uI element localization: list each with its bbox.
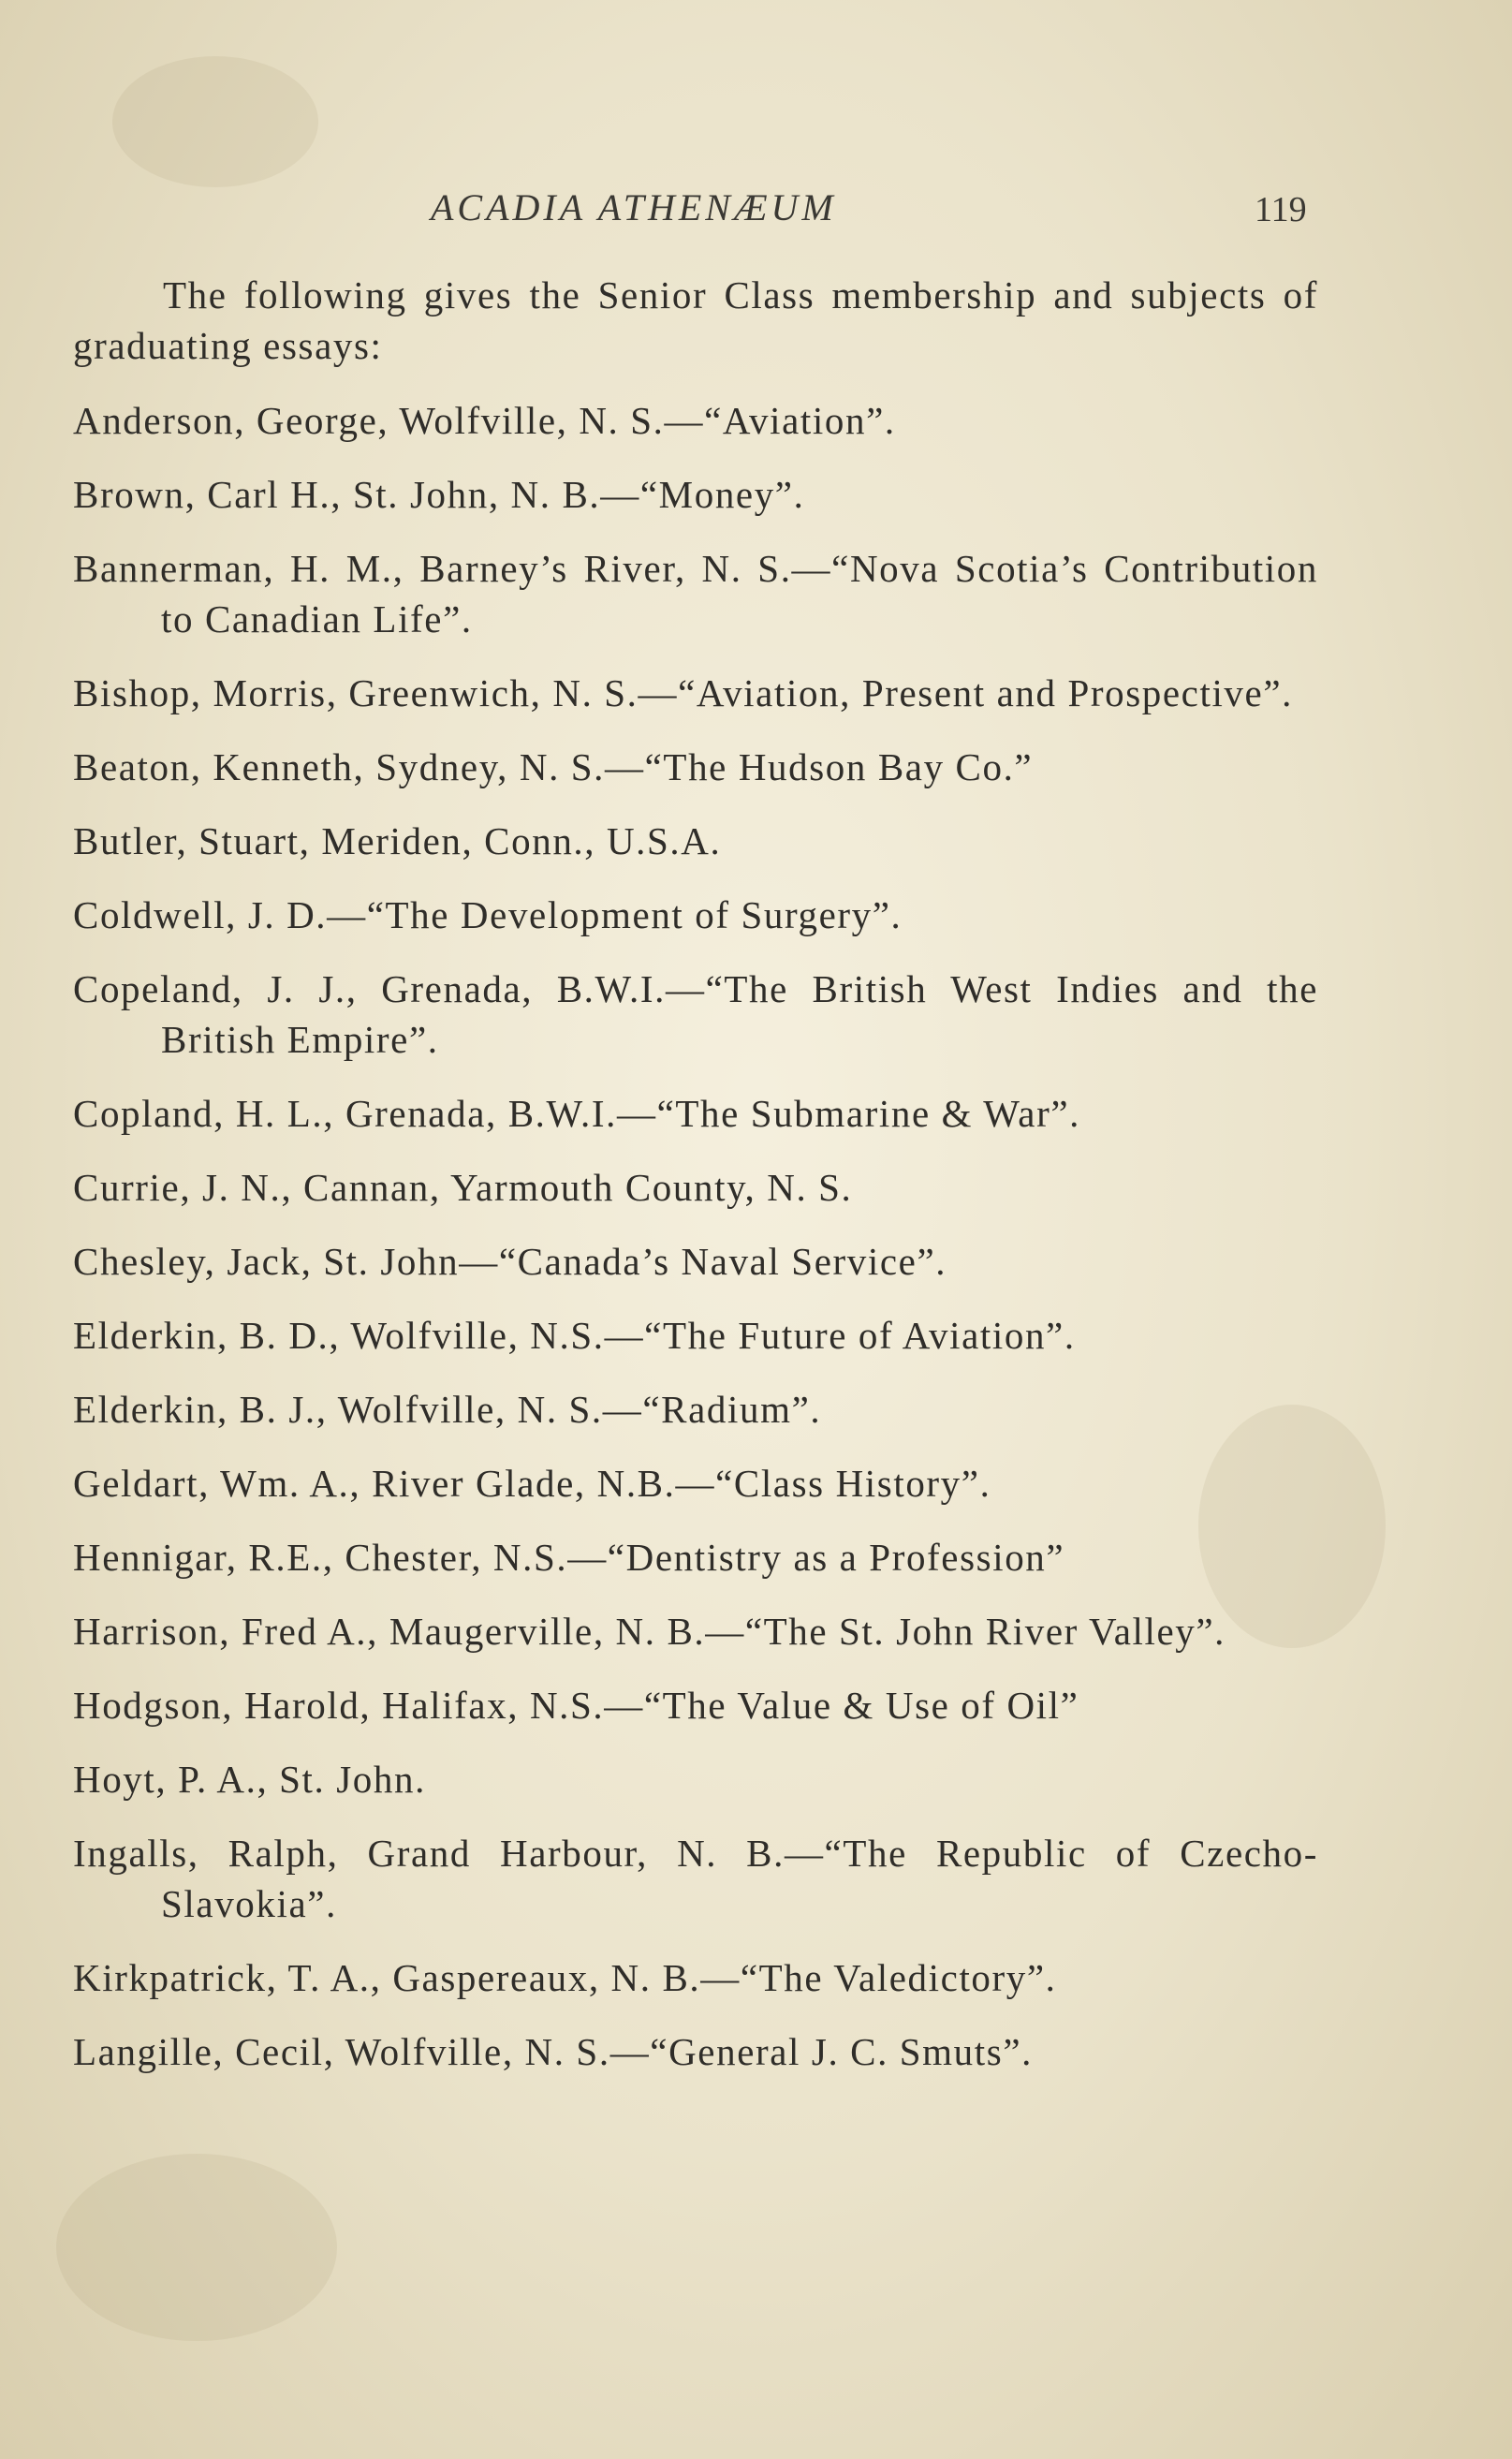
list-item: Hennigar, R.E., Chester, N.S.—“Dentistry as a Profession” <box>73 1536 1065 1579</box>
page-body <box>73 270 1318 2100</box>
list-item: Brown, Carl H., St. John, N. B.—“Money”. <box>73 473 805 516</box>
list-item: Bannerman, H. M., Barney’s River, N. S.—“Nova Scotia’s Contribution to Canadian Life”. <box>73 547 1318 641</box>
list-item: Butler, Stuart, Meriden, Conn., U.S.A. <box>73 819 722 862</box>
list-item: Elderkin, B. J., Wolfville, N. S.—“Radium”. <box>73 1388 822 1431</box>
list-item: Chesley, Jack, St. John—“Canada’s Naval Service”. <box>73 1240 947 1283</box>
page-number: 119 <box>1255 190 1307 229</box>
list-item: Elderkin, B. D., Wolfville, N.S.—“The Future of Aviation”. <box>73 1314 1076 1357</box>
list-item: Ingalls, Ralph, Grand Harbour, N. B.—“The Republic of Czecho-Slavokia”. <box>73 1832 1318 1925</box>
list-item: Geldart, Wm. A., River Glade, N.B.—“Class History”. <box>73 1462 991 1505</box>
running-title: ACADIA ATHENÆUM <box>431 186 837 228</box>
paper-stain <box>56 2154 337 2341</box>
list-item: Kirkpatrick, T. A., Gaspereaux, N. B.—“The Valedictory”. <box>73 1956 1057 1999</box>
list-item: Coldwell, J. D.—“The Development of Surgery”. <box>73 893 903 936</box>
list-item: Bishop, Morris, Greenwich, N. S.—“Aviation, Present and Prospective”. <box>73 671 1293 714</box>
paper-stain <box>112 56 318 187</box>
intro-paragraph: The following gives the Senior Class membership and subjects of graduating essays: <box>73 273 1318 367</box>
list-item: Hoyt, P. A., St. John. <box>73 1758 426 1801</box>
list-item: Harrison, Fred A., Maugerville, N. B.—“The St. John River Valley”. <box>73 1610 1226 1653</box>
list-item: Beaton, Kenneth, Sydney, N. S.—“The Hudson Bay Co.” <box>73 745 1034 788</box>
list-item: Langille, Cecil, Wolfville, N. S.—“General J. C. Smuts”. <box>73 2030 1033 2073</box>
list-item: Currie, J. N., Cannan, Yarmouth County, N. S. <box>73 1166 853 1209</box>
list-item: Hodgson, Harold, Halifax, N.S.—“The Value & Use of Oil” <box>73 1684 1079 1727</box>
list-item: Copeland, J. J., Grenada, B.W.I.—“The British West Indies and the British Empire”. <box>73 967 1318 1061</box>
list-item: Copland, H. L., Grenada, B.W.I.—“The Submarine & War”. <box>73 1092 1080 1135</box>
list-item: Anderson, George, Wolfville, N. S.—“Aviation”. <box>73 399 896 442</box>
page-header <box>0 185 1512 242</box>
